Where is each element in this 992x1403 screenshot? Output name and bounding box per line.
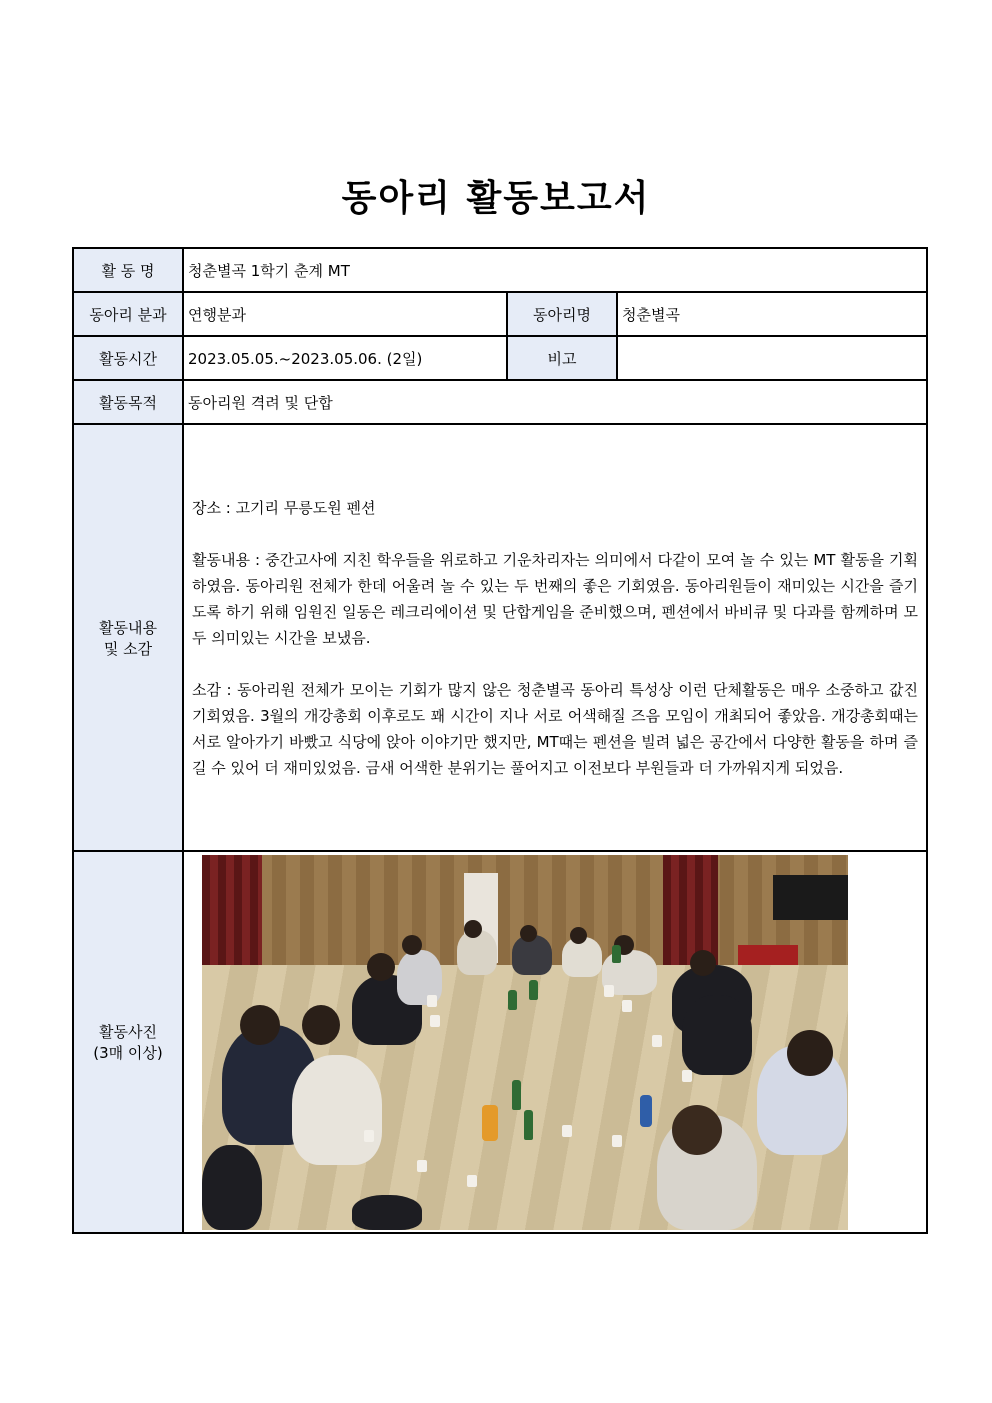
- photo-head: [464, 920, 482, 938]
- club-name-value: 청춘별곡: [617, 292, 927, 336]
- photo-cup: [467, 1175, 477, 1187]
- photo-bottle: [508, 990, 517, 1010]
- row-content: [73, 424, 927, 851]
- photo-bottle: [612, 945, 621, 963]
- activity-time-value: 2023.05.05.~2023.05.06. (2일): [183, 336, 507, 380]
- photo-head: [302, 1005, 340, 1045]
- activity-time-label: 활동시간: [73, 336, 183, 380]
- photo-cup: [612, 1135, 622, 1147]
- row-photos: [73, 851, 927, 1233]
- photo-person: [202, 1145, 262, 1230]
- photo-juice-bottle: [482, 1105, 498, 1141]
- photo-person: [292, 1055, 382, 1165]
- remarks-value: [617, 336, 927, 380]
- club-name-label: 동아리명: [507, 292, 617, 336]
- photo-head: [402, 935, 422, 955]
- photo-cup: [430, 1015, 440, 1027]
- photo-head: [367, 953, 395, 981]
- purpose-value: 동아리원 격려 및 단합: [183, 380, 927, 424]
- photo-cup: [622, 1000, 632, 1012]
- photo-cup: [652, 1035, 662, 1047]
- content-place: 장소 : 고기리 무릉도원 펜션: [192, 498, 376, 517]
- photo-bottle: [524, 1110, 533, 1140]
- row-activity-name: [73, 248, 927, 292]
- photos-label-line1: 활동사진: [99, 1023, 157, 1041]
- photo-head: [787, 1030, 833, 1076]
- content-label-line2: 및 소감: [103, 639, 153, 658]
- photo-head: [570, 927, 587, 944]
- photo-person: [682, 995, 752, 1075]
- report-table: [72, 247, 928, 1234]
- photos-cell: [183, 851, 927, 1233]
- row-purpose: [73, 380, 927, 424]
- club-division-value: 연행분과: [183, 292, 507, 336]
- content-label-line1: 활동내용: [99, 618, 157, 637]
- photo-cup: [562, 1125, 572, 1137]
- photo-cup: [682, 1070, 692, 1082]
- photo-tv: [773, 875, 848, 920]
- club-division-label: 동아리 분과: [73, 292, 183, 336]
- photo-bottle: [529, 980, 538, 1000]
- content-details: 활동내용 : 중간고사에 지친 학우들을 위로하고 기운차리자는 의미에서 다같이 모여 놀 수 있는 MT 활동을 기획하였음. 동아리원 전체가 한데 어울려 놀 수 있는 두 번째의 좋은 기회였음. 동아리원들이 재미있는 시간을 즐기도록 하기 위해 임원진 일동은 레크리에이션 및 단합게임을 준비했으며, 펜션에서 바비큐 및 다과를 함께하며 모두 의미있는 시간을 보냈음.: [192, 550, 919, 647]
- document-title: 동아리 활동보고서: [341, 178, 651, 219]
- photo-person: [352, 1195, 422, 1230]
- remarks-label: 비고: [507, 336, 617, 380]
- activity-name-label: 활 동 명: [73, 248, 183, 292]
- photo-cup: [604, 985, 614, 997]
- content-label: [73, 424, 183, 851]
- photo-head: [240, 1005, 280, 1045]
- photo-cup: [364, 1130, 374, 1142]
- photo-cup: [417, 1160, 427, 1172]
- photo-head: [672, 1105, 722, 1155]
- photo-head: [520, 925, 537, 942]
- photo-cup: [427, 995, 437, 1007]
- photo-juice-bottle: [640, 1095, 652, 1127]
- purpose-label: 활동목적: [73, 380, 183, 424]
- photo-bottle: [512, 1080, 521, 1110]
- photo-head: [690, 950, 716, 976]
- row-club: [73, 292, 927, 336]
- photos-label-line2: (3매 이상): [93, 1044, 163, 1062]
- activity-photo: [202, 855, 848, 1230]
- photos-label: [73, 851, 183, 1233]
- content-body: [188, 495, 922, 781]
- row-activity-time: [73, 336, 927, 380]
- content-impression: 소감 : 동아리원 전체가 모이는 기회가 많지 않은 청춘별곡 동아리 특성상 이런 단체활동은 매우 소중하고 값진 기회였음. 3월의 개강총회 이후로도 꽤 시간이 지나 서로 어색해질 즈음 모임이 개최되어 좋았음. 개강총회때는 서로 알아가기 바빴고 식당에 앉아 이야기만 했지만, MT때는 펜션을 빌려 넓은 공간에서 다양한 활동을 하며 즐길 수 있어 더 재미있었음. 금새 어색한 분위기는 풀어지고 이전보다 부원들과 더 가까워지게 되었음.: [192, 680, 919, 777]
- content-cell: [183, 424, 927, 851]
- activity-name-value: 청춘별곡 1학기 춘계 MT: [183, 248, 927, 292]
